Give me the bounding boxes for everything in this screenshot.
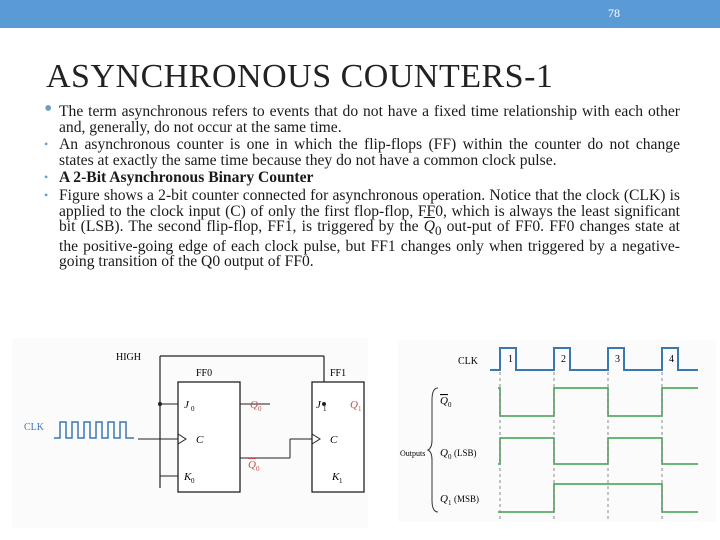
bullet-text: out-put of FF0. FF0 changes state at the positive-going edge of each clock pulse, but FF1 changes only when triggered by a negative-going transition of the Q0 output of FF0.	[59, 218, 681, 271]
ff1-label: FF1	[330, 368, 347, 379]
high-label: HIGH	[116, 352, 141, 363]
q0bar-timing-subscript: 0	[448, 401, 452, 409]
k0-subscript: 0	[191, 477, 195, 485]
k0-label: K	[184, 471, 192, 483]
q1-timing-label: Q	[440, 493, 448, 505]
timing-diagram	[398, 340, 716, 522]
q0bar-output-label: Q	[248, 459, 256, 471]
ff0-c-label: C	[196, 434, 204, 446]
header-bar	[0, 0, 720, 28]
q0-timing-label: Q	[440, 447, 448, 459]
slide-title: ASYNCHRONOUS COUNTERS-1	[46, 58, 554, 95]
bullet-text: The term asynchronous refers to events that do not have a fixed time relationship with each other and, generally, do not occur at the same time.	[59, 103, 680, 136]
j0-subscript: 0	[191, 405, 195, 413]
pulse-number-4: 4	[669, 354, 674, 365]
bullet-text: Figure shows a 2-bit counter connected for asynchronous operation. Notice that the clock (CLK) is applied to the clock input (C) of only the first flop-flop, FF0, which is always the least significant bit (LSB). The second flip-flop, FF1, is triggered by the	[59, 186, 680, 236]
q0-bar-symbol: $\overline{Q}$	[423, 218, 435, 236]
bullet-item	[44, 170, 680, 186]
bullet-text: An asynchronous counter is one in which the flip-flops (FF) within the counter do not change states at exactly the same time because they do not have a common clock pulse.	[59, 136, 680, 169]
ff0-label: FF0	[196, 368, 213, 379]
j0-label: J	[184, 399, 189, 411]
msb-label: (MSB)	[454, 494, 480, 504]
clk-label: CLK	[24, 422, 44, 433]
j1-subscript: 1	[323, 405, 327, 413]
bullet-icon: •	[44, 137, 49, 152]
page-number: 78	[608, 6, 620, 20]
q0-subscript: 0	[434, 223, 442, 239]
pulse-number-2: 2	[561, 354, 566, 365]
pulse-number-3: 3	[615, 354, 620, 365]
counter-circuit-diagram	[12, 338, 368, 528]
bullet-item	[44, 188, 680, 270]
ff1-c-label: C	[330, 434, 338, 446]
q1-timing-subscript: 1	[448, 499, 452, 507]
pulse-number-1: 1	[508, 354, 513, 365]
bullet-item	[44, 96, 680, 136]
q1-subscript: 1	[358, 405, 362, 413]
lsb-label: (LSB)	[454, 448, 477, 458]
bullet-list	[44, 96, 681, 272]
q0-output-label: Q	[250, 399, 258, 411]
q0bar-timing-label: Q	[440, 395, 448, 407]
j1-label: J	[316, 399, 321, 411]
junction-dot	[158, 402, 162, 406]
q1-output-label: Q	[350, 399, 358, 411]
bullet-icon: •	[44, 187, 49, 202]
q0-subscript: 0	[258, 405, 262, 413]
k1-label: K	[332, 471, 340, 483]
bullet-heading: A 2-Bit Asynchronous Binary Counter	[59, 169, 314, 187]
q0-timing-subscript: 0	[448, 453, 452, 461]
bullet-icon: •	[44, 170, 49, 185]
timing-clk-label: CLK	[458, 356, 478, 367]
k1-subscript: 1	[339, 477, 343, 485]
outputs-label: Outputs	[400, 449, 426, 458]
bullet-item	[44, 137, 680, 168]
q0bar-subscript: 0	[256, 465, 260, 473]
bullet-icon: •	[44, 96, 53, 122]
